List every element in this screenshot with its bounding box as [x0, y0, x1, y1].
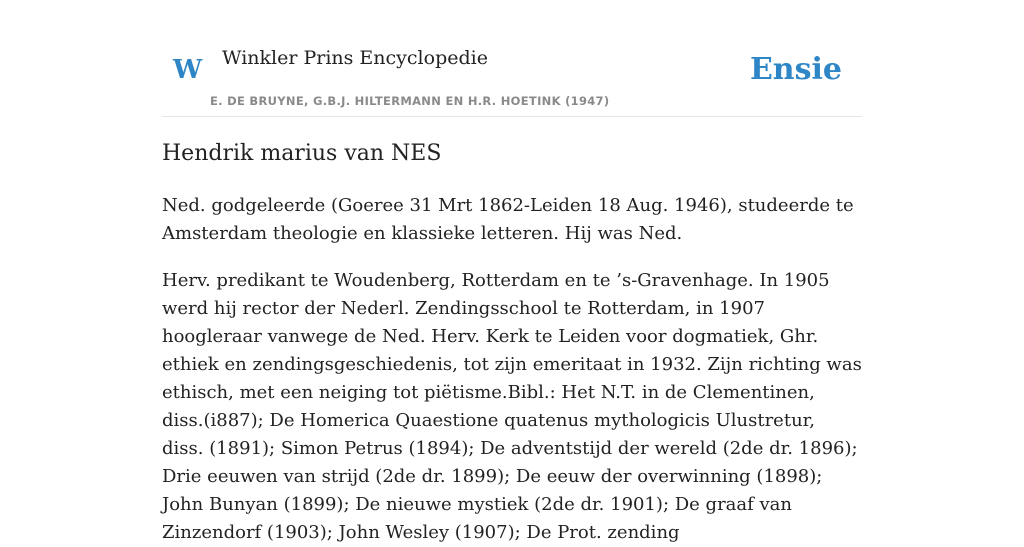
winkler-prins-logo[interactable]: W — [173, 55, 203, 85]
article-paragraph: Ned. godgeleerde (Goeree 31 Mrt 1862-Leiden 18 Aug. 1946), studeerde te Amsterdam theologie en klassieke letteren. Hij was Ned. — [162, 195, 854, 244]
book-authors: E. DE BRUYNE, G.B.J. HILTERMANN EN H.R. HOETINK (1947) — [210, 94, 610, 108]
entry-title: Hendrik marius van NES — [162, 141, 442, 166]
header — [162, 0, 862, 117]
article-paragraph: Herv. predikant te Woudenberg, Rotterdam en te ’s-Gravenhage. In 1905 werd hij rector der Nederl. Zendingsschool te Rotterdam, in 1907 hoogleraar vanwege de Ned. Herv. Kerk te Leiden voor dogmatiek, Ghr. ethiek en zendingsgeschiedenis, tot zijn emeritaat in 1932. Zijn richting was ethisch, met een neiging tot piëtisme.Bibl.: Het N.T. in de Clementinen, diss.(i887); De Homerica Quaestione quatenus mythologicis Ulustretur, diss. (1891); Simon Petrus (1894); De adventstijd der wereld (2de dr. 1896); Drie eeuwen van strijd (2de dr. 1899); De eeuw der overwinning (1898); John Bunyan (1899); De nieuwe mystiek (2de dr. 1901); De graaf van Zinzendorf (1903); John Wesley (1907); De Prot. zending — [162, 270, 862, 543]
article — [162, 138, 862, 547]
ensie-logo[interactable]: Ensie — [749, 52, 842, 87]
book-title[interactable]: Winkler Prins Encyclopedie — [222, 47, 488, 69]
